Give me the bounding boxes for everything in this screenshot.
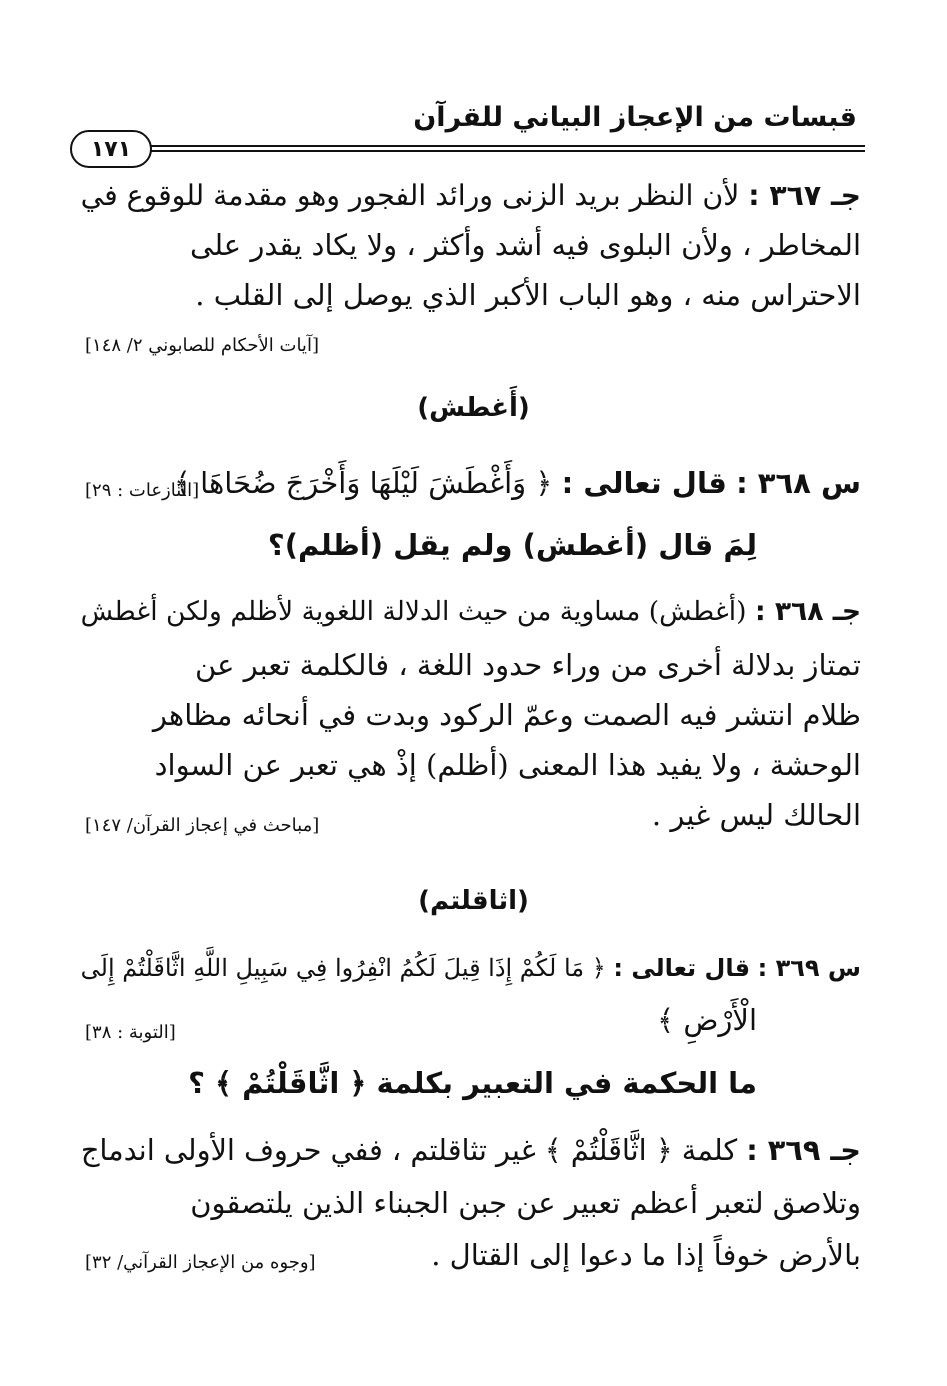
question-369-question: ما الحكمة في التعبير بكلمة ﴿ اثَّاقَلْتُمْ ﴾ ؟ xyxy=(188,1066,757,1100)
answer-368-line-4: الوحشة ، ولا يفيد هذا المعنى (أظلم) إذْ هي تعبر عن السواد xyxy=(154,748,861,782)
question-369-verse: ﴿ مَا لَكُمْ إِذَا قِيلَ لَكُمُ انْفِرُوا فِي سَبِيلِ اللَّهِ اثَّاقَلْتُمْ إِلَى xyxy=(80,954,606,982)
question-369-verse-continued: الْأَرْضِ ﴾ xyxy=(657,1003,757,1037)
answer-368-reference: [مباحث في إعجاز القرآن/ ١٤٧] xyxy=(85,815,320,836)
answer-368-line-2: تمتاز بدلالة أخرى من وراء حدود اللغة ، فالكلمة تعبر عن xyxy=(195,648,861,682)
answer-367-line-3: الاحتراس منه ، وهو الباب الأكبر الذي يوصل إلى القلب . xyxy=(195,278,861,312)
answer-368-line-3: ظلام انتشر فيه الصمت وعمّ الركود وبدت في أنحائه مظاهر xyxy=(152,698,861,732)
question-369-reference: [التوبة : ٣٨] xyxy=(85,1022,176,1043)
answer-369-line-1: جـ ٣٦٩ : كلمة ﴿ اثَّاقَلْتُمْ ﴾ غير تثاقلتم ، ففي حروف الأولى اندماج xyxy=(80,1133,861,1167)
question-368-label: س ٣٦٨ : xyxy=(736,466,861,500)
question-369-line-1: س ٣٦٩ : قال تعالى : ﴿ مَا لَكُمْ إِذَا قِيلَ لَكُمُ انْفِرُوا فِي سَبِيلِ اللَّهِ اثَّاقَلْتُمْ إِلَى xyxy=(80,954,861,982)
question-368-line-1: س ٣٦٨ : قال تعالى : ﴿ وَأَغْطَشَ لَيْلَهَا وَأَخْرَجَ ضُحَاهَا ﴾ xyxy=(173,466,861,500)
answer-369-label: جـ ٣٦٩ : xyxy=(746,1133,861,1167)
answer-369-line-3: بالأرض خوفاً إذا ما دعوا إلى القتال . xyxy=(431,1238,861,1272)
question-368-verse: ﴿ وَأَغْطَشَ لَيْلَهَا وَأَخْرَجَ ضُحَاهَا ﴾ xyxy=(173,466,553,500)
section-heading-athaqaltum: (اثاقلتم) xyxy=(418,886,529,916)
answer-367-label: جـ ٣٦٧ : xyxy=(748,179,861,212)
answer-367-line-2: المخاطر ، ولأن البلوى فيه أشد وأكثر ، ولا يكاد يقدر على xyxy=(190,228,861,262)
answer-369-line-2: وتلاصق لتعبر أعظم تعبير عن جبن الجبناء الذين يلتصقون xyxy=(190,1186,861,1220)
header-rule xyxy=(148,145,865,152)
answer-367-reference: [آيات الأحكام للصابوني ٢/ ١٤٨] xyxy=(85,335,319,356)
answer-368-line-1: جـ ٣٦٨ : (أغطش) مساوية من حيث الدلالة اللغوية لأظلم ولكن أغطش xyxy=(80,596,861,627)
question-368-reference: [النازعات : ٢٩] xyxy=(85,480,200,501)
answer-368-line-5: الحالك ليس غير . xyxy=(651,798,861,832)
page-number: ١٧١ xyxy=(70,130,152,168)
question-368-question: لِمَ قال (أغطش) ولم يقل (أظلم)؟ xyxy=(267,528,757,562)
question-369-label: س ٣٦٩ : xyxy=(757,954,861,982)
section-heading-aghtash: (أَغطش) xyxy=(417,393,530,423)
answer-367-line-1: جـ ٣٦٧ : لأن النظر بريد الزنى ورائد الفجور وهو مقدمة للوقوع في xyxy=(80,179,861,212)
answer-369-reference: [وجوه من الإعجاز القرآني/ ٣٢] xyxy=(85,1252,316,1273)
running-header-title: قبسات من الإعجاز البياني للقرآن xyxy=(413,102,857,133)
answer-368-label: جـ ٣٦٨ : xyxy=(754,596,861,627)
